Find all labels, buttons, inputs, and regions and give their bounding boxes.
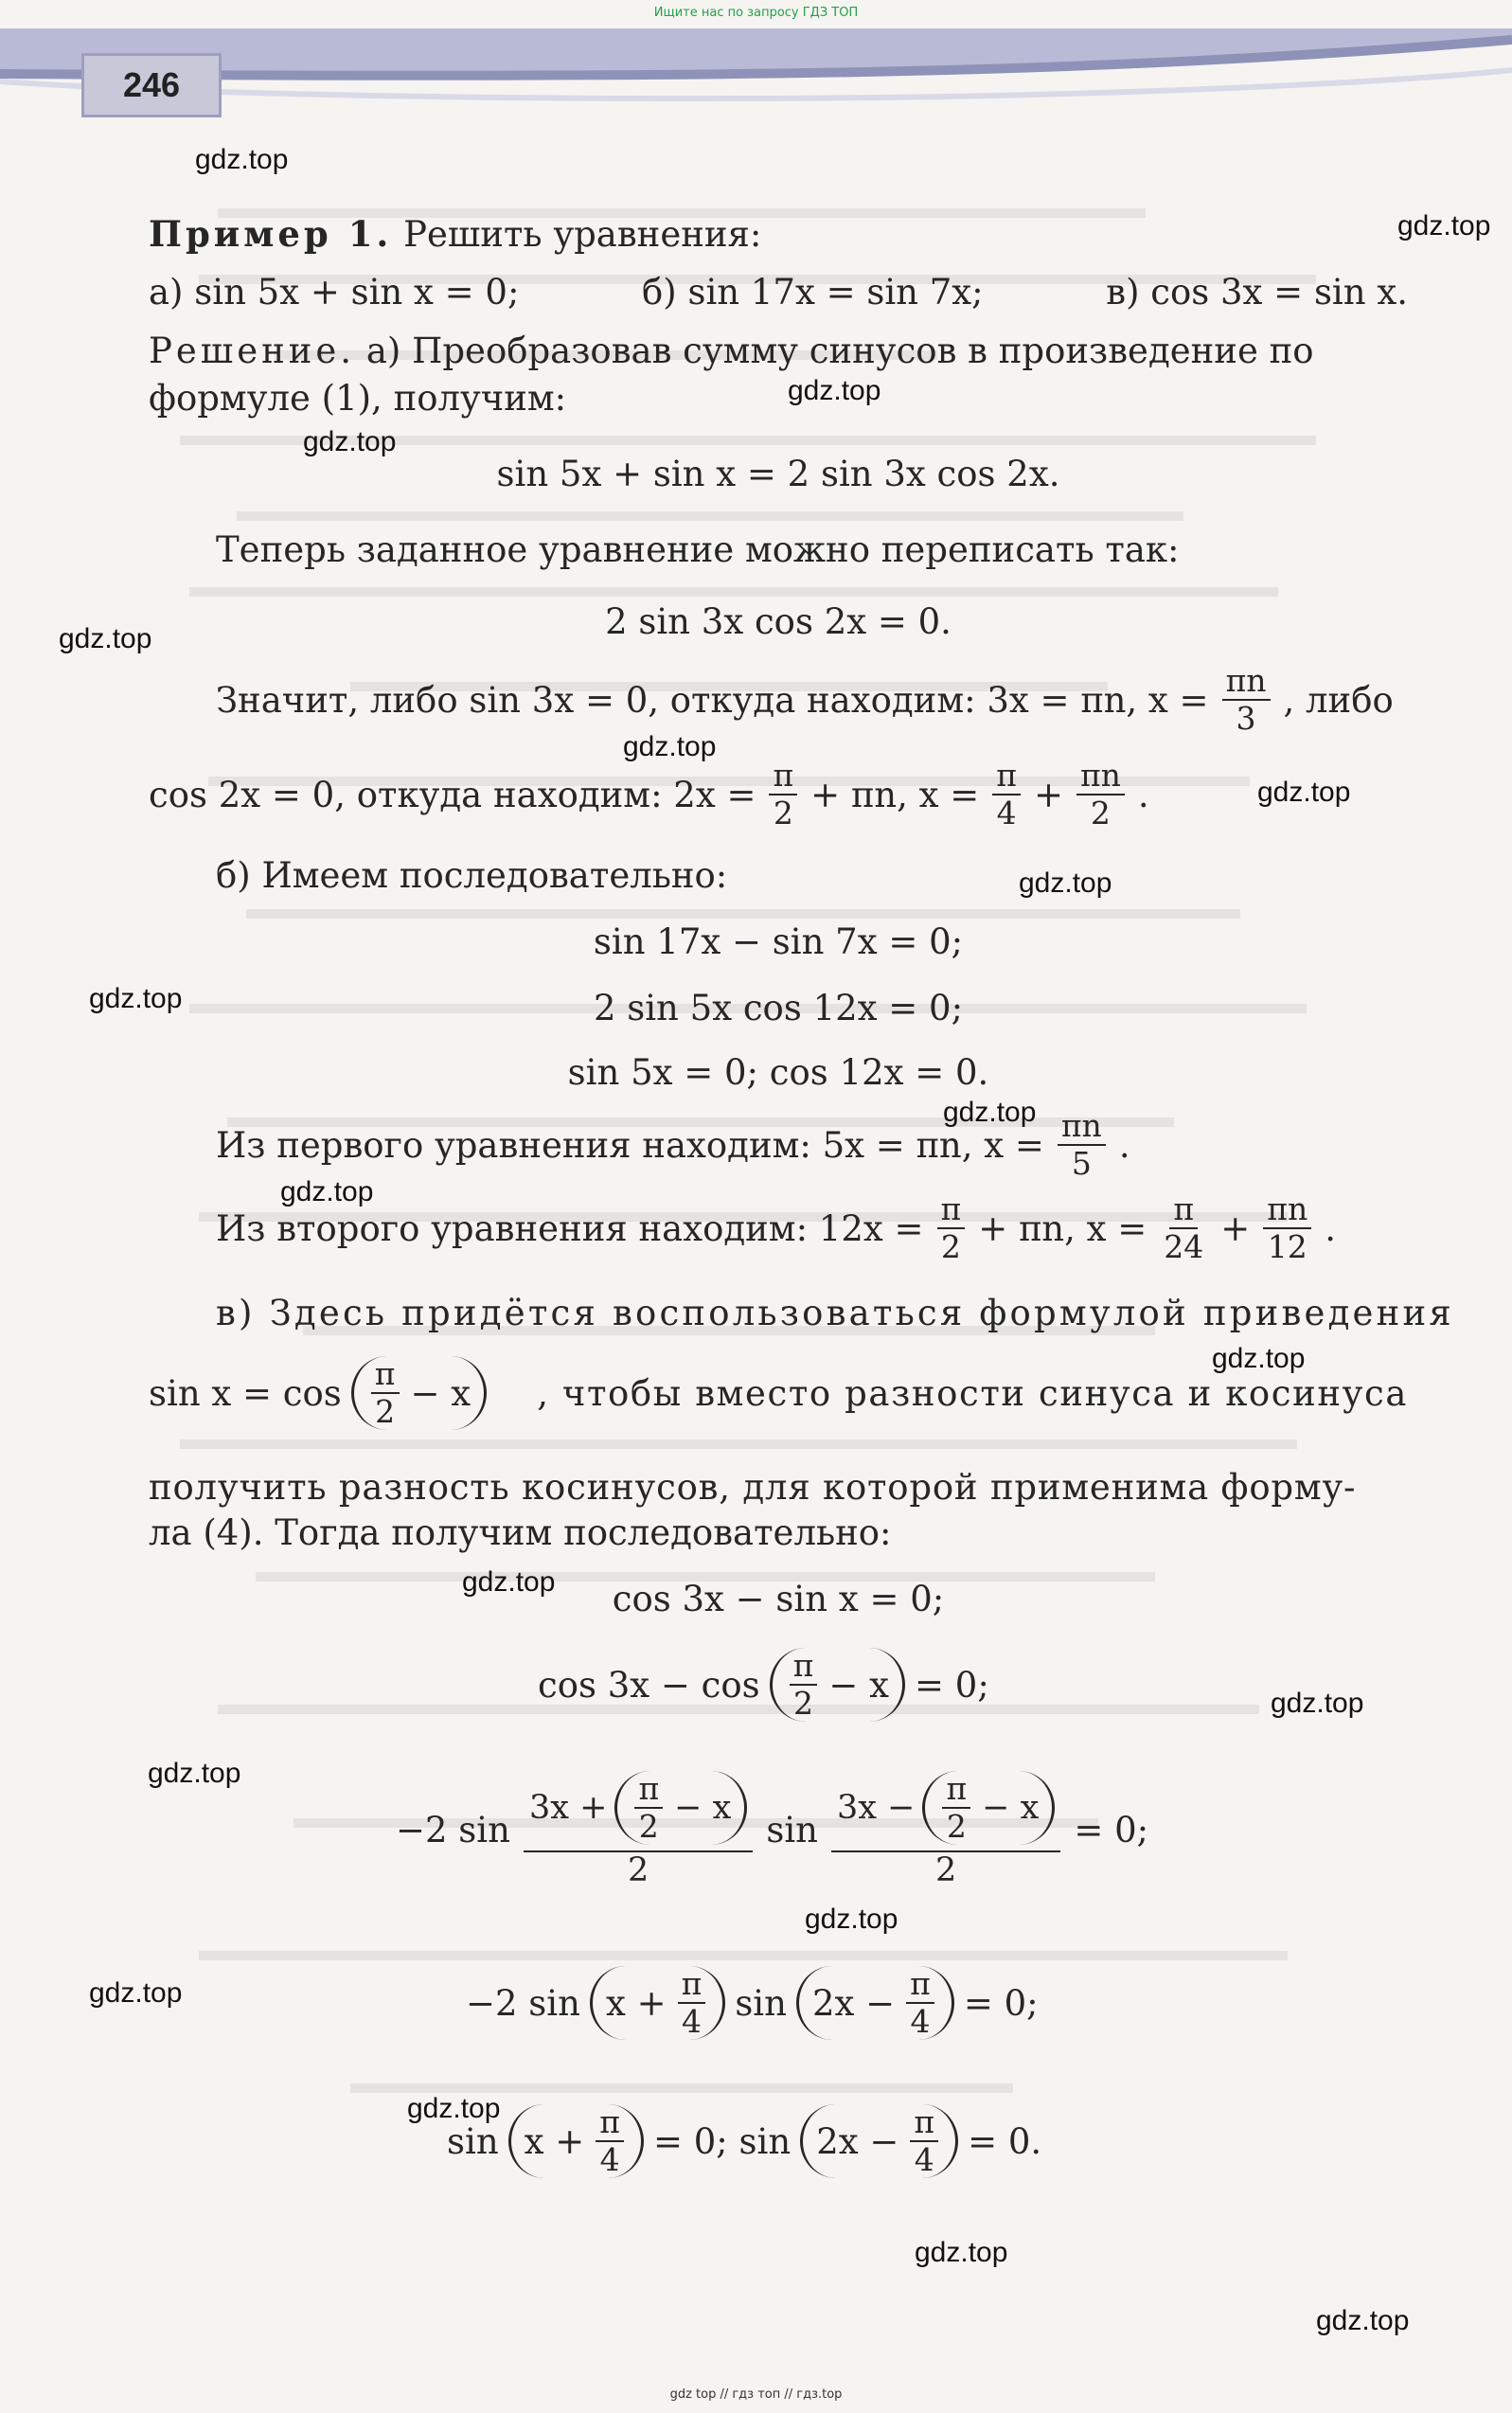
frac-num: π — [942, 1771, 970, 1809]
equation-b-3: sin 5x = 0; cos 12x = 0. — [567, 1052, 989, 1093]
sin-word: sin — [447, 2120, 499, 2162]
num-text: 3x − — [837, 1789, 916, 1827]
parenthesis-group — [922, 1771, 1055, 1845]
equals-zero-sin: = 0; sin — [653, 2120, 792, 2162]
watermark: gdz.top — [89, 1977, 183, 2009]
second-equation-mid: + πn, x = — [978, 1207, 1147, 1249]
solution-label: Решение. — [149, 331, 356, 371]
example-label: Пример 1. — [149, 213, 393, 255]
num-text: 3x + — [528, 1789, 608, 1827]
equation-c-2-text: cos 3x − cos — [538, 1664, 760, 1706]
reduction-formula-text: sin x = cos — [149, 1372, 342, 1414]
example-heading — [149, 210, 1408, 259]
parenthesis-group — [614, 1771, 747, 1845]
frac-num: π — [371, 1356, 400, 1394]
minus-x: − x — [674, 1789, 732, 1827]
example-task: Решить уравнения: — [403, 214, 762, 255]
watermark: gdz.top — [462, 1566, 556, 1598]
fraction-pi-over-2 — [371, 1356, 400, 1430]
watermark: gdz.top — [59, 623, 152, 654]
solution-a-text-2: формуле (1), получим: — [149, 378, 567, 419]
frac-den: 2 — [375, 1393, 396, 1430]
fraction-pin-over-5 — [1058, 1108, 1106, 1182]
fraction-pi-over-4 — [596, 2104, 624, 2178]
equation-c-4 — [466, 1966, 1039, 2040]
equation-b: б) sin 17x = sin 7x; — [642, 272, 984, 313]
fraction-pin-over-2 — [1076, 758, 1125, 831]
x-plus: x + — [605, 1982, 667, 2024]
frac-num: πn — [1222, 663, 1271, 701]
frac-num: πn — [1263, 1191, 1311, 1229]
fraction-pi-over-4 — [678, 1966, 706, 2040]
period: . — [1325, 1207, 1337, 1249]
reduction-formula — [149, 1356, 487, 1430]
minus-two-sin: −2 sin — [466, 1982, 580, 2024]
frac-num: πn — [1058, 1108, 1106, 1146]
plus-sign: + — [1220, 1207, 1251, 1249]
watermark: gdz.top — [148, 1758, 241, 1789]
part-b-intro: б) Имеем последовательно: — [216, 855, 728, 896]
half-diff-numerator — [831, 1771, 1060, 1852]
second-equation-text: Из второго уравнения находим: 12x = — [216, 1207, 924, 1249]
case-cos2x — [149, 758, 1149, 831]
case-sin3x-text: Значит, либо sin 3x = 0, откуда находим: 3x = πn, x = — [216, 679, 1209, 721]
fraction-pi-over-2 — [937, 1191, 966, 1265]
parenthesis-group — [351, 1356, 487, 1430]
top-banner: Ищите нас по запросу ГДЗ ТОП — [653, 6, 859, 20]
equation-c-3 — [396, 1771, 1148, 1888]
first-equation-text: Из первого уравнения находим: 5x = πn, x = — [216, 1124, 1044, 1166]
equation-product-zero: 2 sin 3x cos 2x = 0. — [605, 601, 952, 642]
equals-zero: = 0; — [915, 1664, 989, 1706]
minus-x: − x — [982, 1789, 1040, 1827]
half-sum-numerator — [524, 1771, 753, 1852]
plus-sign: + — [1033, 774, 1063, 815]
watermark: gdz.top — [1271, 1688, 1364, 1719]
frac-num: π — [910, 2104, 938, 2142]
frac-den: 2 — [793, 1685, 814, 1722]
rewrite-text: Теперь заданное уравнение можно переписать так: — [216, 529, 1180, 570]
frac-den: 4 — [914, 2141, 934, 2178]
frac-num: πn — [1076, 758, 1125, 795]
fraction-pi-over-24 — [1160, 1191, 1207, 1265]
example-equations — [149, 269, 1408, 316]
watermark: gdz.top — [788, 375, 881, 406]
watermark: gdz.top — [1397, 210, 1491, 241]
minus-two-sin: −2 sin — [396, 1809, 510, 1850]
header-band — [0, 28, 1512, 140]
solution-a-text: а) Преобразовав сумму синусов в произведение по — [365, 331, 1314, 371]
frac-den: 4 — [910, 2003, 931, 2040]
second-equation-result — [216, 1191, 1336, 1265]
case-cos2x-mid: + πn, x = — [810, 774, 980, 815]
parenthesis-group — [796, 1966, 954, 2040]
frac-num: π — [790, 1648, 818, 1686]
fraction-pi-over-2 — [769, 758, 797, 831]
case-cos2x-text: cos 2x = 0, откуда находим: 2x = — [149, 774, 756, 815]
frac-den: 2 — [773, 795, 793, 831]
fraction-pi-over-2 — [634, 1771, 663, 1845]
page-number: 246 — [81, 53, 222, 117]
watermark: gdz.top — [1212, 1343, 1306, 1374]
frac-num: π — [678, 1966, 706, 2004]
part-c-text-1: в) Здесь придётся воспользоваться формулой приведения — [216, 1293, 1454, 1333]
solution-intro — [149, 328, 1408, 375]
part-c-text-2: , чтобы вместо разности синуса и косинуса — [537, 1372, 1408, 1414]
frac-num: π — [634, 1771, 663, 1809]
half-diff-fraction — [831, 1771, 1060, 1888]
frac-den: 5 — [1071, 1145, 1092, 1182]
fraction-pi-over-4 — [910, 2104, 938, 2178]
equals-zero: = 0. — [968, 2120, 1042, 2162]
half-diff-denominator: 2 — [935, 1851, 957, 1889]
equation-c-5 — [447, 2104, 1041, 2178]
watermark: gdz.top — [195, 144, 289, 175]
equals-zero: = 0; — [1074, 1809, 1149, 1850]
parenthesis-group — [800, 2104, 958, 2178]
fraction-pi-over-4 — [992, 758, 1021, 831]
watermark: gdz.top — [805, 1904, 898, 1935]
minus-x: − x — [410, 1372, 471, 1414]
watermark: gdz.top — [89, 983, 183, 1014]
equation-sum-to-product: sin 5x + sin x = 2 sin 3x cos 2x. — [496, 454, 1060, 494]
frac-den: 4 — [996, 795, 1017, 831]
two-x-minus: 2x − — [816, 2120, 899, 2162]
watermark: gdz.top — [407, 2093, 501, 2124]
watermark: gdz.top — [623, 731, 717, 762]
case-sin3x-end: , либо — [1283, 679, 1394, 721]
minus-x: − x — [828, 1664, 890, 1706]
watermark: gdz.top — [280, 1176, 374, 1207]
frac-den: 4 — [681, 2003, 702, 2040]
x-plus: x + — [524, 2120, 585, 2162]
equation-c-2 — [538, 1648, 989, 1722]
watermark: gdz.top — [303, 426, 397, 457]
sin-word: sin — [766, 1809, 818, 1850]
watermark: gdz.top — [1316, 2305, 1410, 2336]
equation-b-1: sin 17x − sin 7x = 0; — [593, 921, 964, 962]
fraction-pin-over-12 — [1263, 1191, 1311, 1265]
frac-num: π — [596, 2104, 624, 2142]
period: . — [1137, 774, 1149, 815]
fraction-pi-over-2 — [942, 1771, 970, 1845]
half-sum-denominator: 2 — [628, 1851, 649, 1889]
frac-num: π — [769, 758, 797, 795]
watermark: gdz.top — [1257, 777, 1351, 808]
part-c-line-4: ла (4). Тогда получим последовательно: — [149, 1512, 892, 1553]
frac-den: 3 — [1236, 700, 1256, 737]
watermark: gdz.top — [915, 2237, 1008, 2268]
sin-word: sin — [735, 1982, 787, 2024]
fraction-pi-over-2 — [790, 1648, 818, 1722]
frac-den: 2 — [940, 1228, 961, 1265]
watermark: gdz.top — [1019, 867, 1112, 899]
frac-num: π — [937, 1191, 966, 1229]
period: . — [1118, 1124, 1130, 1166]
equals-zero: = 0; — [963, 1982, 1039, 2024]
watermark: gdz.top — [943, 1097, 1037, 1128]
fraction-pin-over-3 — [1222, 663, 1271, 737]
frac-den: 12 — [1267, 1228, 1307, 1265]
frac-den: 4 — [599, 2141, 620, 2178]
frac-num: π — [992, 758, 1021, 795]
equation-c-1: cos 3x − sin x = 0; — [612, 1579, 945, 1619]
half-sum-fraction — [524, 1771, 753, 1888]
parenthesis-group — [508, 2104, 644, 2178]
two-x-minus: 2x − — [811, 1982, 896, 2024]
frac-num: π — [906, 1966, 934, 2004]
frac-num: π — [1169, 1191, 1198, 1229]
parenthesis-group — [770, 1648, 905, 1722]
case-sin3x — [216, 663, 1394, 737]
fraction-pi-over-4 — [906, 1966, 934, 2040]
part-c-line-3: получить разность косинусов, для которой применима форму- — [149, 1467, 1357, 1508]
equation-a: а) sin 5x + sin x = 0; — [149, 272, 520, 313]
bottom-links: gdz top // гдз топ // гдз.top — [669, 2387, 843, 2402]
frac-den: 24 — [1164, 1228, 1204, 1265]
equation-c: в) cos 3x = sin x. — [1106, 272, 1408, 313]
frac-den: 2 — [946, 1808, 967, 1845]
part-c-line-1 — [216, 1290, 1454, 1337]
equation-b-2: 2 sin 5x cos 12x = 0; — [593, 988, 964, 1028]
frac-den: 2 — [638, 1808, 659, 1845]
parenthesis-group — [590, 1966, 725, 2040]
frac-den: 2 — [1090, 795, 1111, 831]
